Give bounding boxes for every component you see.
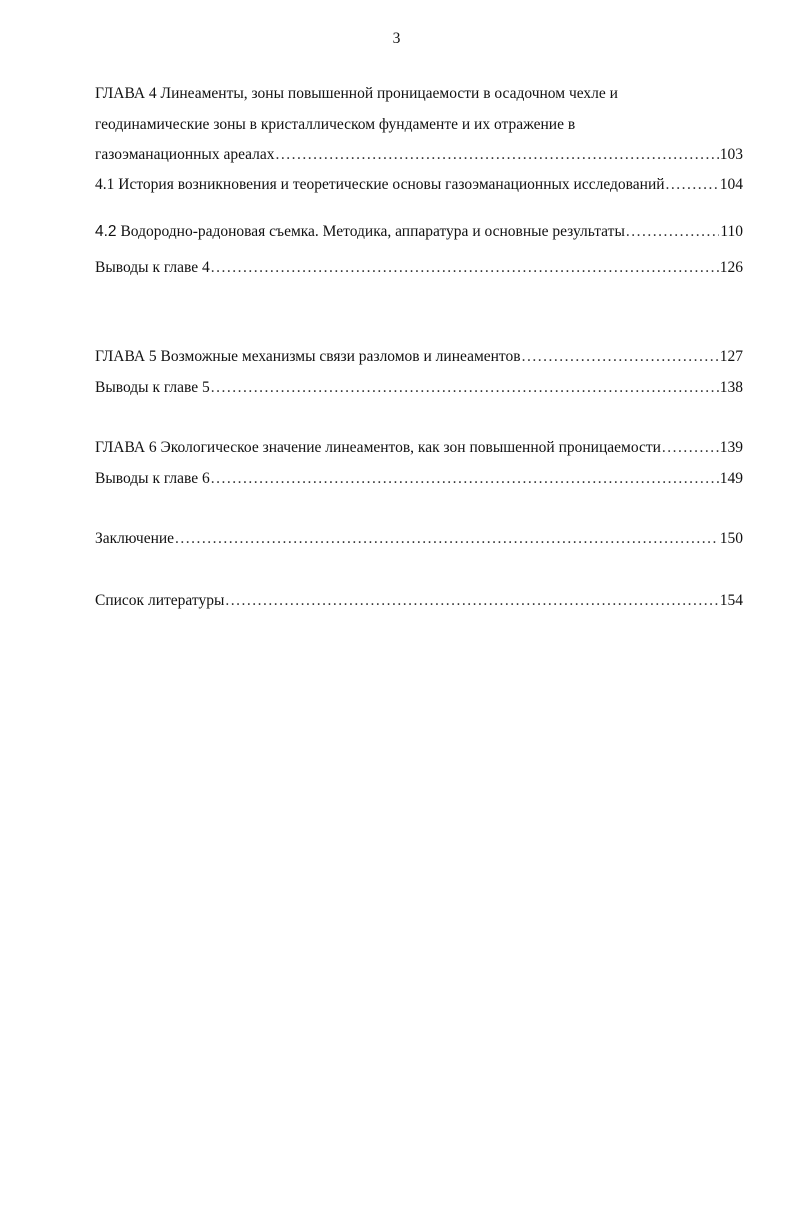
section-title: Водородно-радоновая съемка. Методика, аппаратура и основные результаты (116, 223, 625, 240)
toc-entry-conclusions-5[interactable] (95, 378, 743, 398)
toc-entry-references[interactable] (95, 591, 743, 611)
toc-entry-text: Заключение (95, 530, 175, 547)
toc-entry-text: Список литературы (95, 592, 225, 609)
leader-dots (225, 591, 718, 611)
toc-entry-page: 138 (719, 379, 743, 396)
chapter4-title-line1: ГЛАВА 4 Линеаменты, зоны повышенной проницаемости в осадочном чехле и (95, 85, 618, 102)
toc-entry-chapter4[interactable] (95, 145, 743, 165)
toc-entry-text: газоэманационных ареалах (95, 146, 275, 163)
toc-entry-conclusions-4[interactable] (95, 258, 743, 278)
leader-dots (211, 469, 719, 489)
toc-entry-text: Выводы к главе 6 (95, 470, 210, 487)
toc-entry-text: ГЛАВА 6 Экологическое значение линеаментов, как зон повышенной проницаемости (95, 439, 661, 456)
toc-entry-text: Выводы к главе 4 (95, 259, 210, 276)
leader-dots (175, 529, 719, 549)
toc-entry-page: 154 (719, 592, 743, 609)
chapter4-title-line2: геодинамические зоны в кристаллическом фундаменте и их отражение в (95, 116, 576, 133)
toc-entry-text: 4.1 История возникновения и теоретические основы газоэманационных исследований (95, 176, 665, 193)
toc-entry-page: 149 (719, 470, 743, 487)
leader-dots (211, 258, 719, 278)
toc-entry-page: 110 (720, 223, 743, 240)
leader-dots (666, 175, 719, 195)
toc-entry-page: 139 (719, 439, 743, 456)
toc-entry-text (95, 222, 625, 242)
toc-entry-conclusion[interactable] (95, 529, 743, 549)
toc-entry-page: 150 (719, 530, 743, 547)
toc-entry-text: Выводы к главе 5 (95, 379, 210, 396)
toc-entry-chapter6[interactable] (95, 438, 743, 458)
toc-entry-page: 104 (719, 176, 743, 193)
toc-entry-section-4-1[interactable] (95, 175, 743, 195)
toc-entry-conclusions-6[interactable] (95, 469, 743, 489)
toc-entry-text: ГЛАВА 5 Возможные механизмы связи разломов и линеаментов (95, 348, 521, 365)
leader-dots (662, 438, 719, 458)
page-number: 3 (392, 30, 401, 47)
leader-dots (522, 347, 719, 367)
toc-entry-section-4-2[interactable] (95, 222, 743, 242)
toc-entry-page: 127 (719, 348, 743, 365)
toc-entry-page: 103 (719, 146, 743, 163)
leader-dots (626, 222, 719, 242)
leader-dots (211, 378, 719, 398)
toc-entry-page: 126 (719, 259, 743, 276)
toc-entry-chapter5[interactable] (95, 347, 743, 367)
section-number: 4.2 (95, 223, 117, 240)
leader-dots (276, 145, 719, 165)
